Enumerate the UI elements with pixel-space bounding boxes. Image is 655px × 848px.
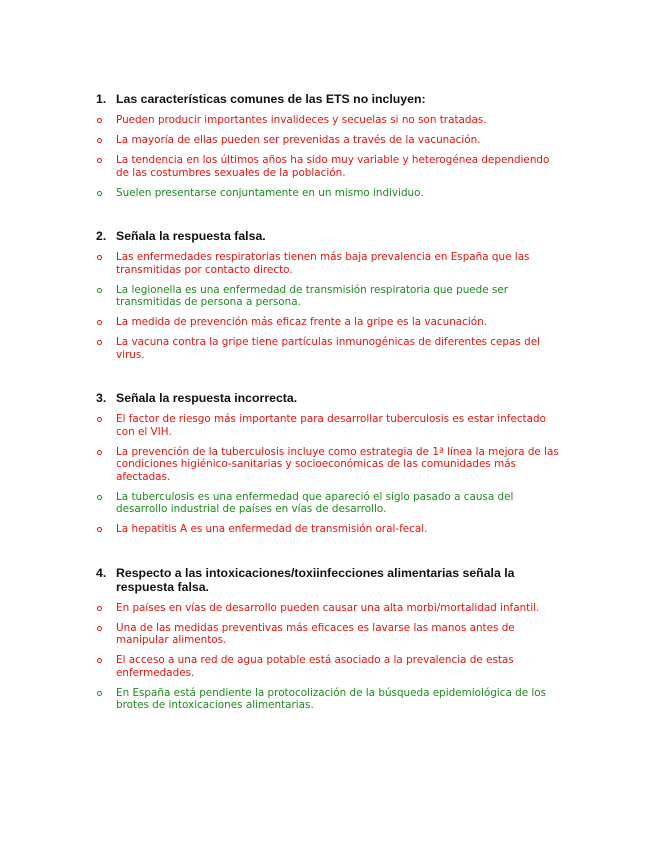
question-title [96, 566, 566, 594]
circle-bullet-icon [96, 154, 116, 179]
circle-bullet-icon [96, 284, 116, 309]
option-text: La legionella es una enfermedad de transmisión respiratoria que puede ser transmitidas de persona a persona. [116, 283, 509, 308]
option-text: La tendencia en los últimos años ha sido muy variable y heterogénea dependiendo de las costumbres sexuales de la población. [116, 154, 550, 179]
question-number: 3. [96, 391, 107, 405]
answer-option [96, 187, 566, 200]
question-text: Respecto a las intoxicaciones/toxiinfecciones alimentarias señala la respuesta falsa. [116, 565, 515, 594]
option-text: Una de las medidas preventivas más eficaces es lavarse las manos antes de manipular alimentos. [116, 621, 515, 646]
answer-option [96, 654, 566, 679]
circle-bullet-icon [96, 316, 116, 329]
answer-options [96, 114, 566, 199]
answer-option [96, 154, 566, 179]
question-number: 2. [96, 229, 107, 243]
option-text: El factor de riesgo más importante para desarrollar tuberculosis es estar infectado con el VIH. [116, 413, 546, 438]
question-1 [96, 92, 566, 199]
option-text: El acceso a una red de agua potable está asociado a la prevalencia de estas enfermedades. [116, 654, 514, 679]
option-text: La hepatitis A es una enfermedad de transmisión oral-fecal. [116, 523, 428, 535]
answer-option [96, 413, 566, 438]
option-text: En países en vías de desarrollo pueden causar una alta morbi/mortalidad infantil. [116, 601, 540, 614]
option-text: La medida de prevención más eficaz frente a la gripe es la vacunación. [116, 316, 487, 328]
circle-bullet-icon [96, 413, 116, 438]
answer-option [96, 284, 566, 309]
question-4 [96, 566, 566, 712]
circle-bullet-icon [96, 491, 116, 516]
question-title [96, 391, 566, 405]
circle-bullet-icon [96, 187, 116, 200]
answer-option [96, 622, 566, 647]
answer-option [96, 134, 566, 147]
answer-options [96, 251, 566, 361]
option-text: Pueden producir importantes invalideces y secuelas si no son tratadas. [116, 114, 487, 126]
question-list [96, 92, 566, 742]
answer-option [96, 251, 566, 276]
answer-option [96, 602, 566, 615]
circle-bullet-icon [96, 654, 116, 679]
question-number: 4. [96, 565, 107, 580]
option-text: La mayoría de ellas pueden ser prevenidas a través de la vacunación. [116, 134, 481, 146]
answer-options [96, 413, 566, 536]
question-title [96, 92, 566, 106]
option-text: La tuberculosis es una enfermedad que apareció el siglo pasado a causa del desarrollo industrial de países en vías de desarrollo. [116, 490, 514, 515]
answer-option [96, 336, 566, 361]
question-text: Señala la respuesta incorrecta. [116, 391, 298, 405]
option-text: La vacuna contra la gripe tiene partículas inmunogénicas de diferentes cepas del virus. [116, 336, 540, 361]
option-text: Las enfermedades respiratorias tienen más baja prevalencia en España que las transmitidas por contacto directo. [116, 251, 530, 276]
answer-option [96, 491, 566, 516]
answer-option [96, 687, 566, 712]
question-3 [96, 391, 566, 536]
circle-bullet-icon [96, 336, 116, 361]
answer-options [96, 602, 566, 712]
circle-bullet-icon [96, 622, 116, 647]
question-2 [96, 229, 566, 361]
circle-bullet-icon [96, 523, 116, 536]
circle-bullet-icon [96, 602, 116, 615]
question-number: 1. [96, 92, 107, 106]
circle-bullet-icon [96, 687, 116, 712]
circle-bullet-icon [96, 114, 116, 127]
option-text: Suelen presentarse conjuntamente en un mismo individuo. [116, 186, 424, 199]
question-text: Señala la respuesta falsa. [116, 229, 266, 243]
question-text: Las características comunes de las ETS no incluyen: [116, 92, 426, 106]
answer-option [96, 316, 566, 329]
question-title [96, 229, 566, 243]
answer-option [96, 523, 566, 536]
circle-bullet-icon [96, 251, 116, 276]
answer-option [96, 114, 566, 127]
circle-bullet-icon [96, 134, 116, 147]
circle-bullet-icon [96, 446, 116, 484]
answer-option [96, 446, 566, 484]
option-text: En España está pendiente la protocolización de la búsqueda epidemiológica de los brotes de intoxicaciones alimentarias. [116, 686, 547, 711]
option-text: La prevención de la tuberculosis incluye como estrategia de 1ª línea la mejora de las condiciones higiénico-sanitarias y socioeconómicas de las comunidades más afectadas. [116, 445, 559, 483]
